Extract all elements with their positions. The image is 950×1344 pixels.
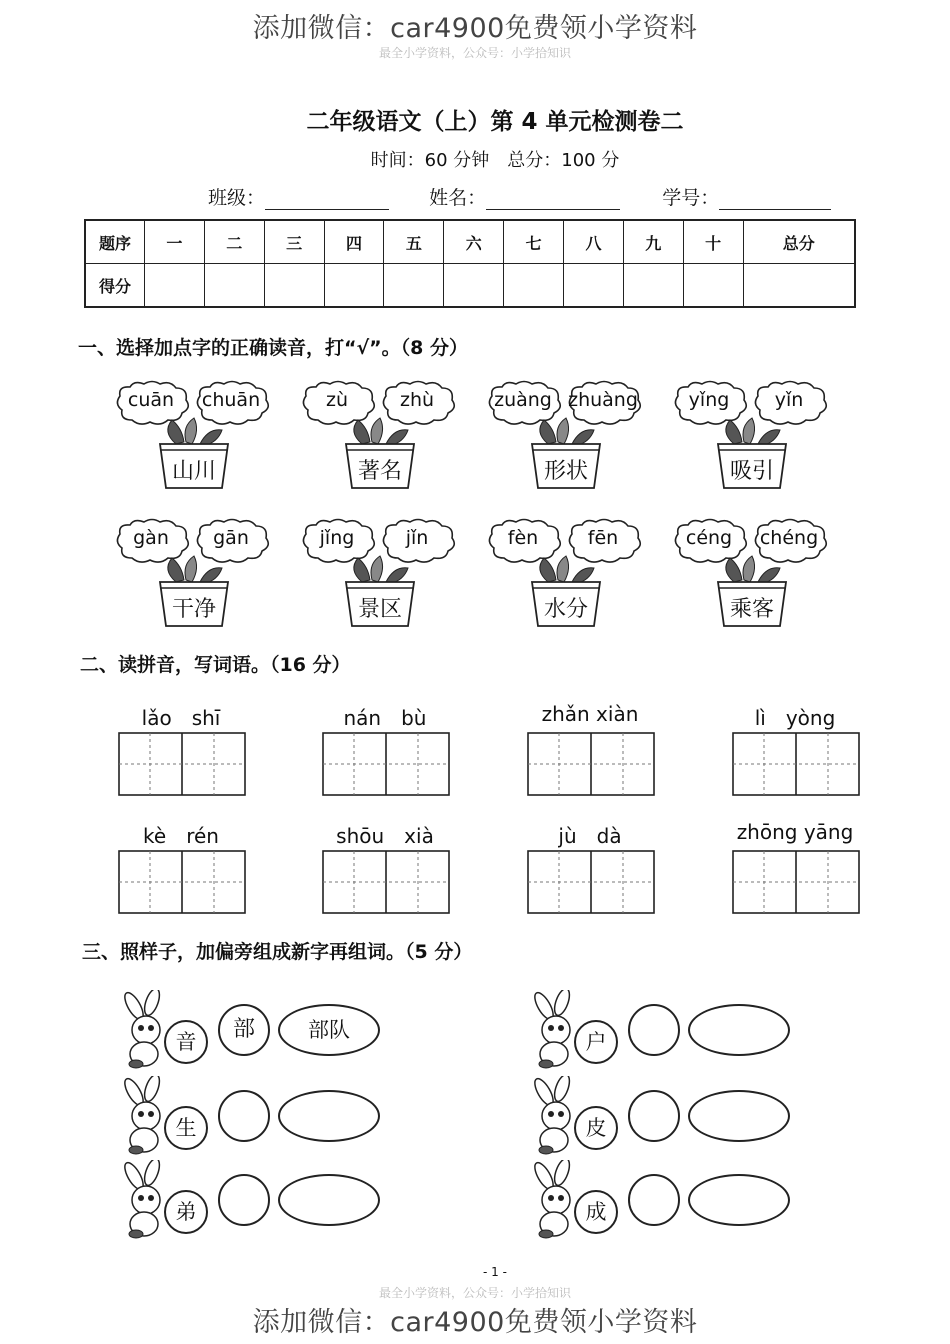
pinyin-option-label: chuān [201, 389, 261, 411]
section3-heading: 三、照样子，加偏旁组成新字再组词。（5 分） [82, 941, 473, 963]
plant-pot [342, 414, 418, 492]
faint-footer: 最全小学资料，公众号：小学拾知识 [378, 1286, 571, 1300]
score-cell[interactable] [324, 264, 384, 308]
pinyin-option-label: zù [325, 389, 348, 411]
writing-grid[interactable] [118, 850, 244, 912]
name-label: 姓名： [429, 187, 487, 209]
word-oval[interactable]: 部队 [278, 1004, 380, 1056]
pot-word: 水分 [543, 597, 588, 622]
score-table-score-row [85, 264, 855, 308]
pot-word: 景区 [357, 597, 402, 622]
base-character: 音 [164, 1020, 208, 1064]
id-label: 学号： [662, 187, 720, 209]
pinyin-prompt: lǎo shī [141, 706, 221, 730]
pinyin-option-label: fēn [587, 527, 619, 549]
pinyin-option-label: gān [213, 527, 249, 549]
score-col-9: 九 [623, 220, 683, 264]
score-cell[interactable] [504, 264, 564, 308]
pot-word: 形状 [543, 459, 588, 484]
writing-grid[interactable] [732, 732, 858, 794]
page-title: 二年级语文（上）第 4 单元检测卷二 [306, 109, 684, 135]
plant-pot [528, 552, 604, 630]
pinyin-option-label: fèn [507, 527, 539, 549]
writing-grid[interactable] [118, 732, 244, 794]
score-cell[interactable] [204, 264, 264, 308]
plant-pot [342, 552, 418, 630]
score-cell[interactable] [564, 264, 624, 308]
pinyin-option-label: yǐn [774, 389, 804, 411]
pinyin-option-label: gàn [133, 527, 169, 549]
pinyin-prompt: shōu xià [336, 824, 434, 848]
rabbit-base-char [120, 990, 197, 1070]
name-field[interactable] [486, 209, 620, 210]
pinyin-option-label: céng [685, 527, 733, 549]
pinyin-prompt: zhōng yāng [736, 820, 854, 844]
score-cell[interactable] [145, 264, 205, 308]
base-character: 户 [574, 1020, 618, 1064]
base-character: 成 [574, 1190, 618, 1234]
pinyin-option-label: cuān [127, 389, 175, 411]
new-character-circle[interactable] [628, 1090, 680, 1142]
writing-grid[interactable] [322, 732, 448, 794]
section1-heading: 一、选择加点字的正确读音，打“√”。（8 分） [78, 337, 468, 359]
word-oval[interactable] [688, 1004, 790, 1056]
new-character-circle[interactable] [218, 1090, 270, 1142]
writing-grid[interactable] [527, 732, 653, 794]
score-cell[interactable] [623, 264, 683, 308]
word-oval[interactable] [278, 1090, 380, 1142]
watermark-bottom: 添加微信：car4900免费领小学资料 [252, 1307, 698, 1338]
pinyin-prompt: nán bù [343, 706, 427, 730]
score-table [84, 219, 856, 308]
rabbit-base-char [120, 1076, 197, 1156]
id-field[interactable] [719, 209, 831, 210]
new-character-circle[interactable]: 部 [218, 1004, 270, 1056]
pinyin-prompt: jù dà [558, 824, 622, 848]
faint-header: 最全小学资料，公众号：小学拾知识 [378, 46, 571, 60]
pot-word: 著名 [357, 459, 402, 484]
score-col-8: 八 [564, 220, 624, 264]
score-cell[interactable] [264, 264, 324, 308]
pinyin-prompt: kè rén [143, 824, 219, 848]
score-col-6: 六 [444, 220, 504, 264]
score-col-2: 二 [204, 220, 264, 264]
word-oval[interactable] [278, 1174, 380, 1226]
base-character: 弟 [164, 1190, 208, 1234]
pinyin-option-label: zuàng [494, 389, 552, 411]
score-col-10: 十 [683, 220, 743, 264]
plant-pot [156, 414, 232, 492]
new-character-circle[interactable] [628, 1174, 680, 1226]
plant-pot [714, 552, 790, 630]
score-col-4: 四 [324, 220, 384, 264]
plant-pot [714, 414, 790, 492]
pot-word: 乘客 [729, 597, 774, 622]
pinyin-prompt: lì yòng [754, 706, 836, 730]
pot-word: 山川 [171, 459, 216, 484]
page-number: - 1 - [483, 1265, 507, 1279]
base-character: 皮 [574, 1106, 618, 1150]
pinyin-prompt: zhǎn xiàn [541, 702, 639, 726]
pinyin-option-label: chéng [759, 527, 819, 549]
class-field[interactable] [265, 209, 389, 210]
writing-grid[interactable] [322, 850, 448, 912]
plant-pot [528, 414, 604, 492]
writing-grid[interactable] [527, 850, 653, 912]
writing-grid[interactable] [732, 850, 858, 912]
score-cell[interactable] [743, 264, 855, 308]
pinyin-option-label: zhù [399, 389, 435, 411]
rabbit-base-char [120, 1160, 197, 1240]
score-col-5: 五 [384, 220, 444, 264]
score-table-header-row [85, 220, 855, 264]
new-character-circle[interactable] [218, 1174, 270, 1226]
score-col-total: 总分 [743, 220, 855, 264]
rabbit-base-char [530, 1160, 607, 1240]
class-label: 班级： [208, 187, 266, 209]
pot-word: 吸引 [729, 459, 774, 484]
pinyin-option-label: jǐn [405, 527, 429, 549]
score-row1-header: 题序 [85, 220, 145, 264]
pinyin-option-label: zhuàng [568, 389, 638, 411]
rabbit-base-char [530, 990, 607, 1070]
pot-word: 干净 [171, 597, 216, 622]
base-character: 生 [164, 1106, 208, 1150]
score-col-3: 三 [264, 220, 324, 264]
score-cell[interactable] [444, 264, 504, 308]
student-info [208, 183, 831, 210]
score-col-7: 七 [504, 220, 564, 264]
pinyin-option-label: yǐng [688, 389, 730, 411]
word-oval[interactable] [688, 1174, 790, 1226]
score-cell[interactable] [683, 264, 743, 308]
word-oval[interactable] [688, 1090, 790, 1142]
plant-pot [156, 552, 232, 630]
watermark-top: 添加微信：car4900免费领小学资料 [252, 13, 698, 44]
score-row2-header: 得分 [85, 264, 145, 308]
score-col-1: 一 [145, 220, 205, 264]
new-character-circle[interactable] [628, 1004, 680, 1056]
rabbit-base-char [530, 1076, 607, 1156]
score-cell[interactable] [384, 264, 444, 308]
page-subtitle: 时间：60 分钟 总分：100 分 [370, 150, 620, 171]
section2-heading: 二、读拼音，写词语。（16 分） [80, 654, 351, 676]
pinyin-option-label: jǐng [319, 527, 355, 549]
